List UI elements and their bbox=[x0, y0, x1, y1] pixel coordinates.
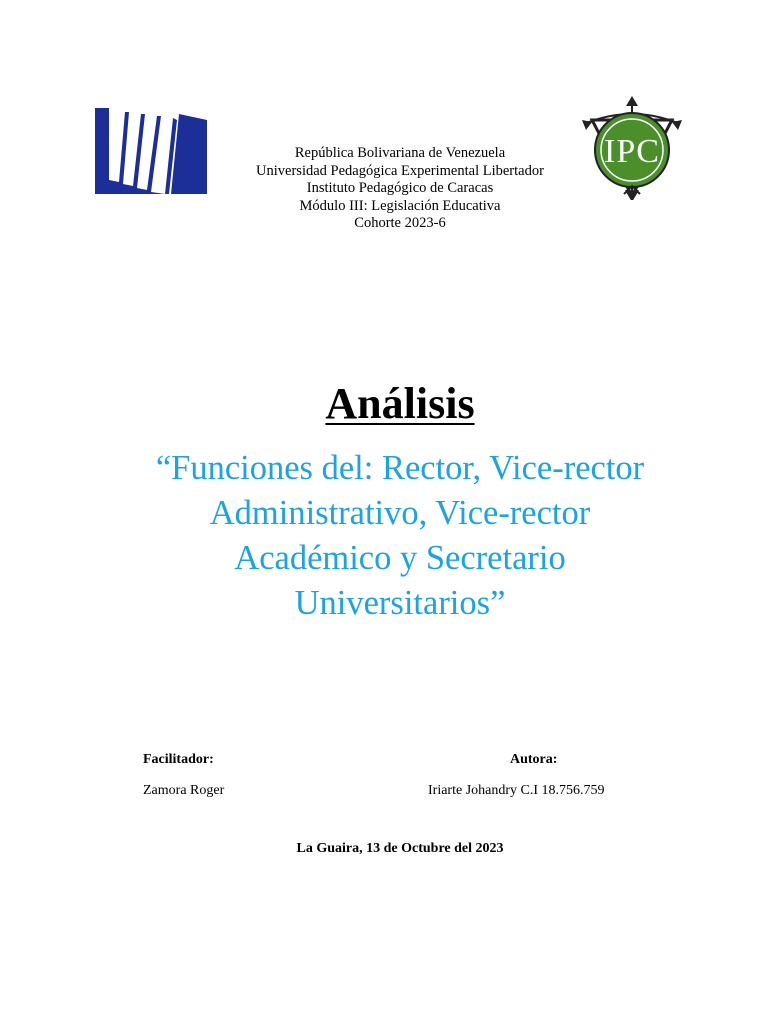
document-title: Análisis bbox=[325, 379, 475, 428]
header-line-institute: Instituto Pedagógico de Caracas bbox=[306, 180, 494, 197]
document-subtitle bbox=[0, 446, 768, 626]
subtitle-line: Académico y Secretario bbox=[234, 539, 566, 577]
ipc-logo-text: IPC bbox=[604, 133, 660, 170]
header-line-country: República Bolivariana de Venezuela bbox=[294, 145, 506, 161]
place-and-date: La Guaira, 13 de Octubre del 2023 bbox=[296, 841, 504, 856]
facilitator-label: Facilitador: bbox=[143, 752, 214, 767]
header-line-module: Módulo III: Legislación Educativa bbox=[299, 197, 501, 214]
upel-logo bbox=[95, 108, 207, 194]
author-name: Iriarte Johandry C.I 18.756.759 bbox=[428, 783, 605, 798]
institution-header bbox=[200, 145, 600, 233]
facilitator-name: Zamora Roger bbox=[143, 783, 225, 798]
header-line-cohort: Cohorte 2023-6 bbox=[354, 215, 446, 232]
subtitle-line: Universitarios” bbox=[294, 584, 506, 622]
subtitle-line: Administrativo, Vice-rector bbox=[209, 494, 591, 532]
header-line-university: Universidad Pedagógica Experimental Libertador bbox=[256, 162, 544, 179]
author-label: Autora: bbox=[510, 752, 558, 767]
subtitle-line: “Funciones del: Rector, Vice-rector bbox=[155, 449, 645, 487]
